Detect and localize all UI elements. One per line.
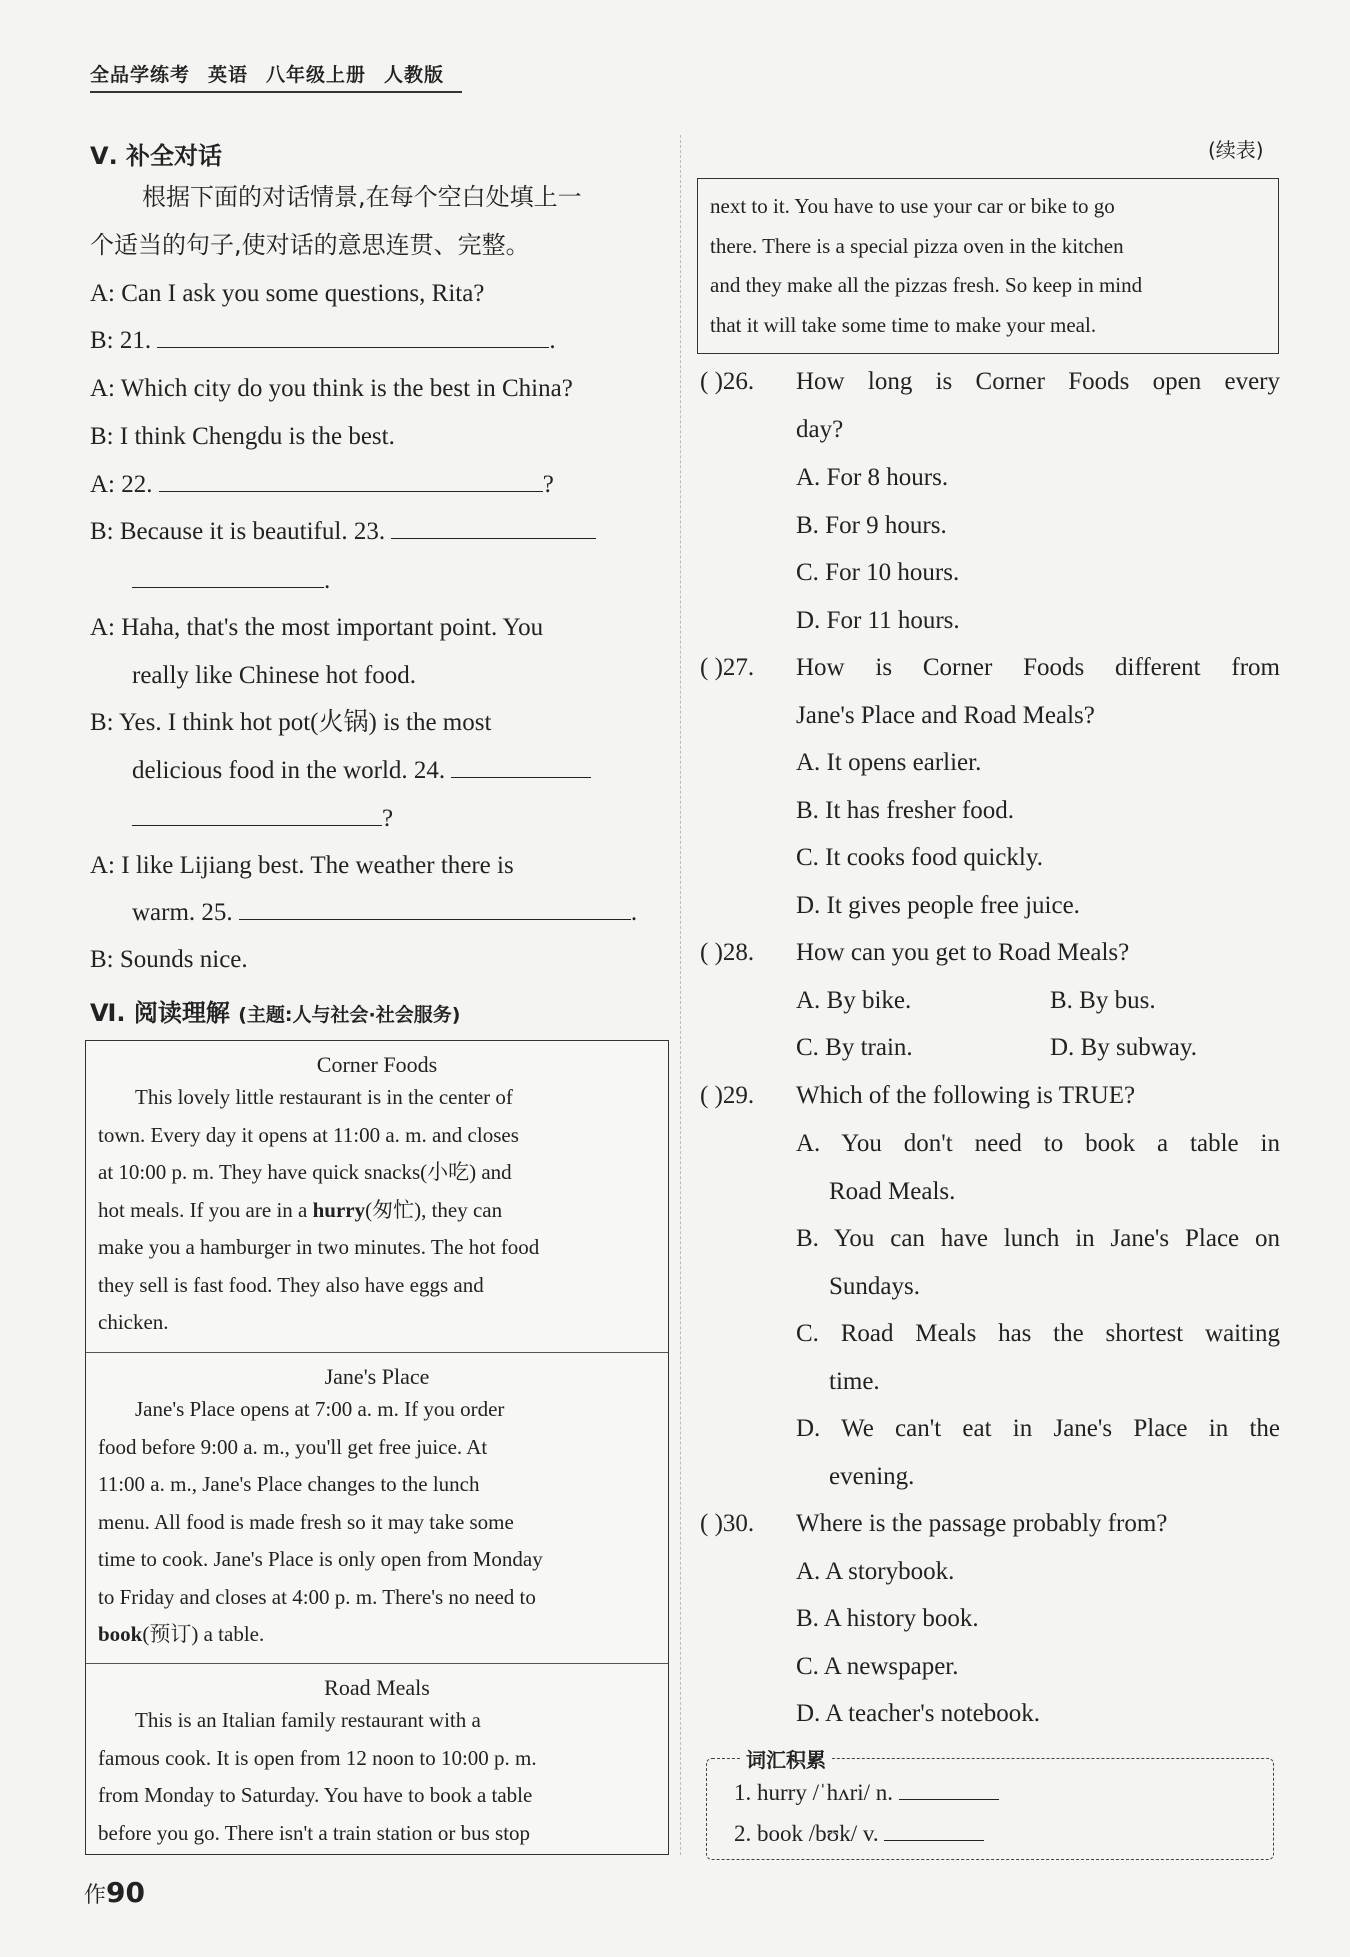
- dialogue-line: B: 21. .: [90, 327, 556, 354]
- section-6-title: Ⅵ. 阅读理解 (主题:人与社会·社会服务): [90, 999, 461, 1027]
- question-stem: Which of the following is TRUE?: [796, 1082, 1136, 1109]
- dialogue-line: warm. 25. .: [132, 899, 638, 926]
- answer-option[interactable]: B. It has fresher food.: [796, 797, 1014, 824]
- dialogue-line: B: Yes. I think hot pot(火锅) is the most: [90, 709, 492, 736]
- answer-option[interactable]: B. You can have lunch in Jane's Place on: [796, 1225, 1280, 1252]
- vocab-blank[interactable]: [899, 1783, 999, 1800]
- answer-option[interactable]: C. For 10 hours.: [796, 559, 960, 586]
- answer-option[interactable]: C. Road Meals has the shortest waiting: [796, 1320, 1280, 1347]
- dialogue-line: A: I like Lijiang best. The weather there is: [90, 852, 514, 879]
- section-5-instruction: 个适当的句子,使对话的意思连贯、完整。: [90, 231, 530, 259]
- answer-option[interactable]: D. For 11 hours.: [796, 607, 960, 634]
- corner-foods-cell: Corner Foods This lovely little restaurant is in the center of town. Every day it opens at 11:00 a. m. and closes at 10:00 p. m. They have quick snacks(小吃) and hot meals. If you are in a hurry(匆忙), they can make you a hamburger in two minutes. The hot food they sell is fast food. They also have eggs and chicken.: [86, 1041, 668, 1353]
- answer-option[interactable]: C. By train.: [796, 1034, 913, 1061]
- dialogue-line: B: Because it is beautiful. 23.: [90, 517, 596, 547]
- dialogue-line: A: Can I ask you some questions, Rita?: [90, 280, 485, 307]
- header-grade: 八年级上册: [266, 64, 367, 86]
- continued-table: next to it. You have to use your car or bike to go there. There is a special pizza oven in the kitchen and they make all the pizzas fresh. So keep in mind that it will take some time to make your meal.: [697, 178, 1279, 354]
- dialogue-line: really like Chinese hot food.: [132, 662, 416, 689]
- question-stem: day?: [796, 416, 844, 443]
- answer-option-cont: Road Meals.: [829, 1178, 956, 1205]
- dialogue-line: delicious food in the world. 24.: [132, 756, 591, 786]
- restaurant-title: Road Meals: [324, 1675, 430, 1700]
- answer-option[interactable]: B. A history book.: [796, 1605, 979, 1632]
- road-meals-cell: Road Meals This is an Italian family restaurant with a famous cook. It is open from 12 noon to 10:00 p. m. from Monday to Saturday. You have to book a table before you go. There isn't a train station or bus stop: [86, 1664, 668, 1862]
- answer-blank-22[interactable]: [159, 471, 543, 492]
- answer-option[interactable]: A. For 8 hours.: [796, 464, 949, 491]
- answer-option[interactable]: B. For 9 hours.: [796, 512, 947, 539]
- restaurant-title: Jane's Place: [324, 1364, 430, 1389]
- vocab-title: 词汇积累: [740, 1744, 832, 1773]
- reading-table: [85, 1040, 669, 1855]
- continued-label: (续表): [1208, 138, 1264, 162]
- section-6-theme: (主题:人与社会·社会服务): [238, 1004, 461, 1026]
- restaurant-title: Corner Foods: [316, 1052, 438, 1077]
- question-number[interactable]: ( )29.: [700, 1082, 755, 1109]
- question-number[interactable]: ( )30.: [700, 1510, 755, 1537]
- column-divider: [680, 135, 681, 1855]
- dialogue-line: A: Haha, that's the most important point. You: [90, 614, 544, 641]
- answer-option[interactable]: D. It gives people free juice.: [796, 892, 1080, 919]
- header-subject: 英语: [208, 64, 249, 86]
- question-stem: How long is Corner Foods open every: [796, 368, 1280, 395]
- answer-option-cont: Sundays.: [829, 1273, 920, 1300]
- header-edition: 人教版: [384, 64, 445, 86]
- answer-option[interactable]: D. By subway.: [1050, 1034, 1197, 1061]
- answer-option[interactable]: B. By bus.: [1050, 987, 1156, 1014]
- question-number[interactable]: ( )27.: [700, 654, 755, 681]
- vocab-blank[interactable]: [884, 1824, 984, 1841]
- answer-option-cont: evening.: [829, 1463, 915, 1490]
- answer-option-cont: time.: [829, 1368, 880, 1395]
- dialogue-line: .: [132, 566, 330, 596]
- page-number: 作90: [84, 1876, 145, 1909]
- running-header: [90, 60, 462, 93]
- question-stem: Where is the passage probably from?: [796, 1510, 1168, 1537]
- answer-blank-25[interactable]: [239, 899, 631, 920]
- dialogue-line: A: 22. ?: [90, 471, 554, 498]
- answer-option[interactable]: C. It cooks food quickly.: [796, 844, 1043, 871]
- question-number[interactable]: ( )26.: [700, 368, 755, 395]
- dialogue-line: ?: [132, 804, 393, 834]
- vocab-item: 1. hurry /ˈhʌri/ n.: [734, 1779, 999, 1807]
- question-number[interactable]: ( )28.: [700, 939, 755, 966]
- answer-blank-24-cont[interactable]: [132, 805, 382, 826]
- vocab-item: 2. book /bʊk/ v.: [734, 1820, 984, 1848]
- answer-blank-23-cont[interactable]: [132, 567, 324, 588]
- answer-option[interactable]: A. By bike.: [796, 987, 912, 1014]
- answer-blank-21[interactable]: [157, 327, 549, 348]
- section-5-instruction: 根据下面的对话情景,在每个空白处填上一: [142, 183, 582, 211]
- answer-option[interactable]: A. It opens earlier.: [796, 749, 982, 776]
- answer-blank-23[interactable]: [391, 518, 596, 539]
- dialogue-line: A: Which city do you think is the best in China?: [90, 375, 573, 402]
- question-stem: Jane's Place and Road Meals?: [796, 702, 1095, 729]
- question-stem: How is Corner Foods different from: [796, 654, 1280, 681]
- section-5-title: Ⅴ. 补全对话: [90, 142, 223, 170]
- question-stem: How can you get to Road Meals?: [796, 939, 1130, 966]
- dialogue-line: B: I think Chengdu is the best.: [90, 423, 395, 450]
- answer-option[interactable]: A. A storybook.: [796, 1558, 955, 1585]
- janes-place-cell: Jane's Place Jane's Place opens at 7:00 a. m. If you order food before 9:00 a. m., you'll get free juice. At 11:00 a. m., Jane's Place changes to the lunch menu. All food is made fresh so it may take some time to cook. Jane's Place is only open from Monday to Friday and closes at 4:00 p. m. There's no need to book(预订) a table.: [86, 1353, 668, 1664]
- answer-option[interactable]: D. A teacher's notebook.: [796, 1700, 1041, 1727]
- header-series: 全品学练考: [90, 64, 191, 86]
- answer-blank-24[interactable]: [451, 757, 591, 778]
- keyword-hurry: hurry: [312, 1197, 366, 1222]
- answer-option[interactable]: A. You don't need to book a table in: [796, 1130, 1280, 1157]
- answer-option[interactable]: C. A newspaper.: [796, 1653, 959, 1680]
- answer-option[interactable]: D. We can't eat in Jane's Place in the: [796, 1415, 1280, 1442]
- keyword-book: book: [98, 1622, 143, 1646]
- dialogue-line: B: Sounds nice.: [90, 946, 248, 973]
